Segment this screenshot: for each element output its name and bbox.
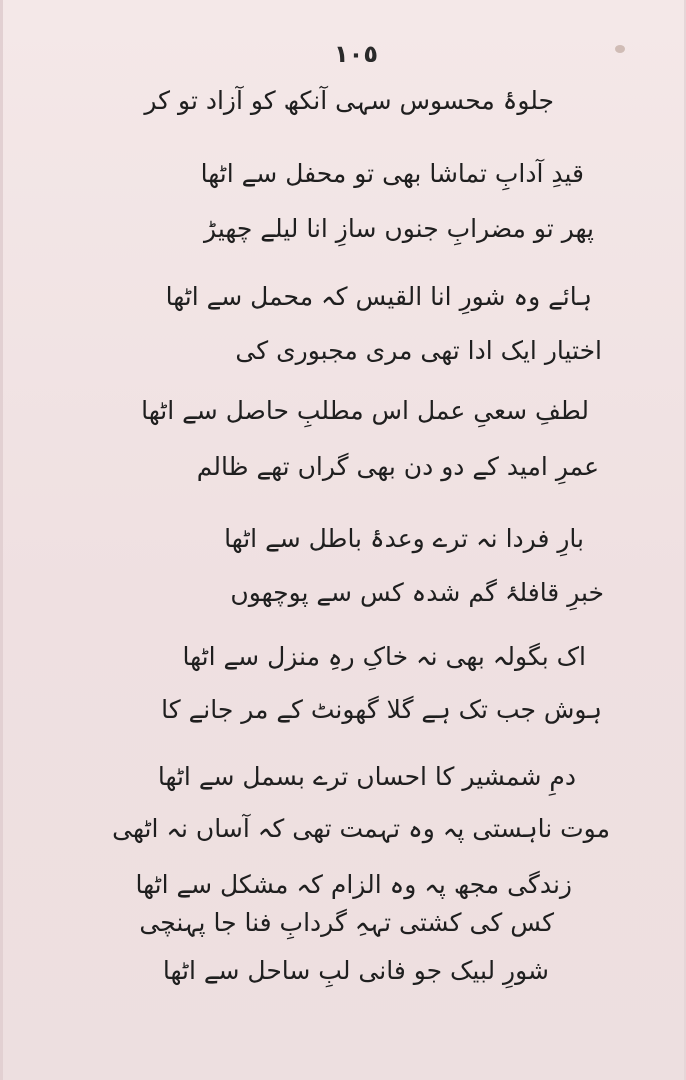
verse-line-16: شورِ لبیک جو فانی لبِ ساحل سے اٹھا <box>162 956 549 985</box>
verse-line-15: کس کی کشتی تہہِ گردابِ فنا جا پہنچی <box>139 908 554 937</box>
verse-line-8: بارِ فردا نہ ترے وعدۂ باطل سے اٹھا <box>224 524 584 553</box>
verse-line-3: پھر تو مضرابِ جنوں سازِ انا لیلے چھیڑ <box>204 214 594 243</box>
verse-line-11: ہوش جب تک ہے گلا گھونٹ کے مر جانے کا <box>161 695 602 724</box>
verse-line-9: خبرِ قافلۂ گم شدہ کس سے پوچھوں <box>230 578 604 607</box>
verse-line-2: قیدِ آدابِ تماشا بھی تو محفل سے اٹھا <box>200 159 584 188</box>
verse-line-13: موت ناہستی پہ وہ تہمت تھی کہ آساں نہ اٹھی <box>112 814 610 843</box>
verse-line-14: زندگی مجھ پہ وہ الزام کہ مشکل سے اٹھا <box>135 870 572 899</box>
verse-line-5: اختیار ایک ادا تھی مری مجبوری کی <box>235 336 602 365</box>
verse-line-6: لطفِ سعیِ عمل اس مطلبِ حاصل سے اٹھا <box>141 396 589 425</box>
verse-line-7: عمرِ امید کے دو دن بھی گراں تھے ظالم <box>196 452 599 481</box>
verse-line-12: دمِ شمشیر کا احساں ترے بسمل سے اٹھا <box>157 762 576 791</box>
page-number: ١٠٥ <box>334 40 378 68</box>
paper-stain <box>615 45 625 53</box>
verse-line-4: ہائے وہ شورِ انا القیس کہ محمل سے اٹھا <box>165 282 592 311</box>
verse-line-1: جلوۂ محسوس سہی آنکھ کو آزاد تو کر <box>144 86 554 115</box>
verse-line-10: اک بگولہ بھی نہ خاکِ رہِ منزل سے اٹھا <box>182 642 586 671</box>
